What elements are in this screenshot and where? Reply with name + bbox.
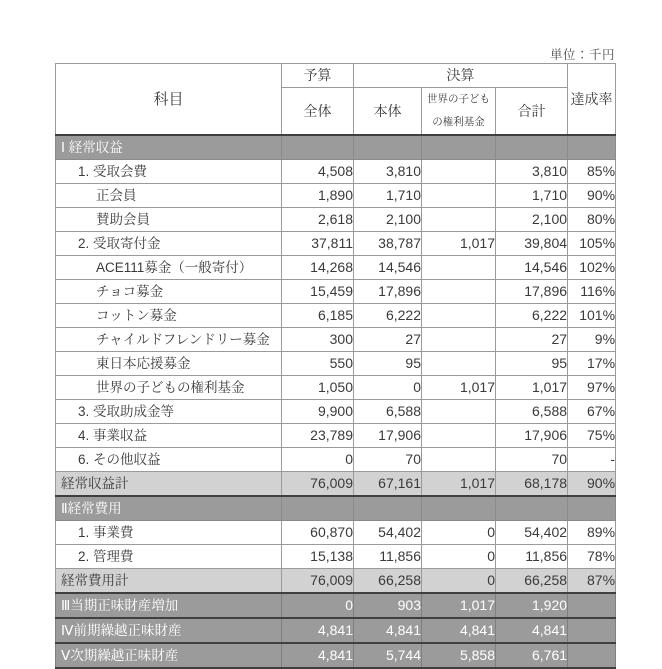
row-label: 1. 事業費 [56,521,282,545]
row-label: 6. その他収益 [56,448,282,472]
cell-settlement-main: 14,546 [354,256,422,280]
cell-achievement-rate: 90% [568,472,616,497]
cell-achievement-rate [568,618,616,643]
cell-achievement-rate: 67% [568,400,616,424]
cell-budget-total: 15,138 [282,545,354,569]
table-row [56,160,616,184]
column-header-settlement-main: 本体 [354,88,422,136]
cell-budget-total: 0 [282,448,354,472]
cell-budget-total: 1,050 [282,376,354,400]
cell-budget-total [282,135,354,160]
cell-settlement-sum: 17,896 [496,280,568,304]
row-label: Ⅳ前期繰越正味財産 [56,618,282,643]
row-label: 東日本応援募金 [56,352,282,376]
cell-settlement-main: 95 [354,352,422,376]
cell-budget-total: 4,508 [282,160,354,184]
cell-budget-total: 60,870 [282,521,354,545]
cell-achievement-rate: 80% [568,208,616,232]
cell-budget-total: 9,900 [282,400,354,424]
cell-settlement-sum: 68,178 [496,472,568,497]
cell-achievement-rate: - [568,448,616,472]
cell-settlement-sum: 27 [496,328,568,352]
cell-settlement-fund: 0 [422,521,496,545]
cell-settlement-sum: 3,810 [496,160,568,184]
table-row [56,304,616,328]
cell-achievement-rate: 101% [568,304,616,328]
cell-budget-total: 6,185 [282,304,354,328]
cell-achievement-rate [568,593,616,618]
cell-settlement-fund [422,496,496,521]
row-label: 経常費用計 [56,569,282,594]
cell-settlement-sum: 1,710 [496,184,568,208]
row-label: Ⅲ当期正味財産増加 [56,593,282,618]
row-label: ACE111募金（一般寄付） [56,256,282,280]
cell-settlement-sum: 1,920 [496,593,568,618]
row-label: 世界の子どもの権利基金 [56,376,282,400]
cell-settlement-fund [422,184,496,208]
table-row [56,496,616,521]
column-header-settlement-group: 決算 [354,64,568,88]
cell-settlement-main: 27 [354,328,422,352]
cell-settlement-fund: 0 [422,545,496,569]
cell-achievement-rate: 17% [568,352,616,376]
financial-statement-table-wrapper [55,63,615,669]
cell-settlement-fund [422,448,496,472]
table-row [56,569,616,594]
cell-budget-total: 15,459 [282,280,354,304]
cell-settlement-fund: 1,017 [422,232,496,256]
cell-achievement-rate: 87% [568,569,616,594]
cell-achievement-rate: 89% [568,521,616,545]
table-row [56,545,616,569]
table-row [56,618,616,643]
row-label: 2. 受取寄付金 [56,232,282,256]
table-row [56,593,616,618]
cell-settlement-fund [422,304,496,328]
table-row [56,328,616,352]
table-row [56,400,616,424]
table-row [56,424,616,448]
cell-settlement-main: 4,841 [354,618,422,643]
unit-note: 単位：千円 [549,48,615,62]
table-row [56,256,616,280]
header-row-top [56,64,616,88]
cell-settlement-sum: 6,761 [496,643,568,668]
cell-budget-total [282,496,354,521]
cell-settlement-sum: 17,906 [496,424,568,448]
cell-settlement-sum: 4,841 [496,618,568,643]
cell-budget-total: 23,789 [282,424,354,448]
cell-settlement-main: 5,744 [354,643,422,668]
cell-settlement-sum: 14,546 [496,256,568,280]
table-row [56,643,616,668]
cell-budget-total: 0 [282,593,354,618]
row-label: 経常収益計 [56,472,282,497]
cell-settlement-fund [422,256,496,280]
financial-statement-table [55,63,616,669]
cell-settlement-sum: 6,588 [496,400,568,424]
row-label: 賛助会員 [56,208,282,232]
cell-settlement-sum: 70 [496,448,568,472]
cell-achievement-rate: 9% [568,328,616,352]
table-row [56,135,616,160]
row-label: 2. 管理費 [56,545,282,569]
table-row [56,352,616,376]
cell-settlement-main: 6,588 [354,400,422,424]
table-row [56,521,616,545]
column-header-settlement-fund [422,88,496,136]
cell-settlement-sum: 2,100 [496,208,568,232]
cell-achievement-rate: 105% [568,232,616,256]
cell-settlement-main: 54,402 [354,521,422,545]
cell-settlement-sum: 6,222 [496,304,568,328]
column-header-settlement-sum: 合計 [496,88,568,136]
row-label: 1. 受取会費 [56,160,282,184]
cell-settlement-fund: 1,017 [422,472,496,497]
cell-achievement-rate [568,643,616,668]
table-row [56,232,616,256]
cell-budget-total: 550 [282,352,354,376]
cell-settlement-sum: 54,402 [496,521,568,545]
table-row [56,448,616,472]
cell-budget-total: 1,890 [282,184,354,208]
table-row [56,472,616,497]
cell-settlement-main: 903 [354,593,422,618]
row-label: コットン募金 [56,304,282,328]
column-header-budget-group: 予算 [282,64,354,88]
cell-achievement-rate: 78% [568,545,616,569]
cell-settlement-main: 67,161 [354,472,422,497]
cell-settlement-sum: 11,856 [496,545,568,569]
cell-settlement-sum [496,496,568,521]
row-label: 4. 事業収益 [56,424,282,448]
cell-settlement-sum: 66,258 [496,569,568,594]
cell-settlement-main: 70 [354,448,422,472]
cell-settlement-main [354,135,422,160]
cell-achievement-rate: 102% [568,256,616,280]
cell-settlement-sum [496,135,568,160]
cell-settlement-fund: 0 [422,569,496,594]
table-header [56,64,616,136]
table-row [56,376,616,400]
cell-settlement-fund: 1,017 [422,376,496,400]
cell-settlement-main: 11,856 [354,545,422,569]
cell-settlement-sum: 39,804 [496,232,568,256]
row-label: 3. 受取助成金等 [56,400,282,424]
cell-budget-total: 14,268 [282,256,354,280]
cell-achievement-rate: 75% [568,424,616,448]
row-label: 正会員 [56,184,282,208]
cell-achievement-rate: 90% [568,184,616,208]
row-label: Ⅰ 経常収益 [56,135,282,160]
row-label: チョコ募金 [56,280,282,304]
cell-settlement-fund [422,328,496,352]
cell-settlement-main [354,496,422,521]
cell-settlement-fund [422,424,496,448]
cell-settlement-fund [422,160,496,184]
row-label: Ⅱ経常費用 [56,496,282,521]
cell-budget-total: 4,841 [282,643,354,668]
cell-settlement-main: 0 [354,376,422,400]
cell-budget-total: 300 [282,328,354,352]
column-header-budget-total: 全体 [282,88,354,136]
cell-settlement-fund [422,135,496,160]
column-header-settlement-fund-line1: 世界の子ども [427,93,490,105]
table-body [56,135,616,668]
cell-achievement-rate [568,496,616,521]
cell-settlement-main: 17,906 [354,424,422,448]
cell-achievement-rate: 97% [568,376,616,400]
cell-achievement-rate: 116% [568,280,616,304]
cell-settlement-fund [422,280,496,304]
cell-settlement-sum: 1,017 [496,376,568,400]
cell-settlement-main: 66,258 [354,569,422,594]
table-row [56,280,616,304]
cell-budget-total: 37,811 [282,232,354,256]
row-label: Ⅴ次期繰越正味財産 [56,643,282,668]
cell-budget-total: 4,841 [282,618,354,643]
cell-settlement-main: 17,896 [354,280,422,304]
row-label: チャイルドフレンドリー募金 [56,328,282,352]
column-header-settlement-fund-line2: の権利基金 [432,116,485,128]
cell-settlement-main: 1,710 [354,184,422,208]
cell-settlement-sum: 95 [496,352,568,376]
table-row [56,184,616,208]
cell-budget-total: 76,009 [282,472,354,497]
cell-settlement-fund: 5,858 [422,643,496,668]
cell-settlement-main: 6,222 [354,304,422,328]
cell-settlement-fund: 4,841 [422,618,496,643]
cell-achievement-rate: 85% [568,160,616,184]
cell-settlement-main: 38,787 [354,232,422,256]
cell-settlement-fund [422,352,496,376]
column-header-item: 科目 [56,64,282,136]
column-header-achievement-rate: 達成率 [568,64,616,136]
cell-achievement-rate [568,135,616,160]
cell-budget-total: 76,009 [282,569,354,594]
cell-settlement-fund [422,400,496,424]
cell-settlement-fund [422,208,496,232]
table-row [56,208,616,232]
cell-settlement-fund: 1,017 [422,593,496,618]
cell-settlement-main: 2,100 [354,208,422,232]
cell-budget-total: 2,618 [282,208,354,232]
cell-settlement-main: 3,810 [354,160,422,184]
